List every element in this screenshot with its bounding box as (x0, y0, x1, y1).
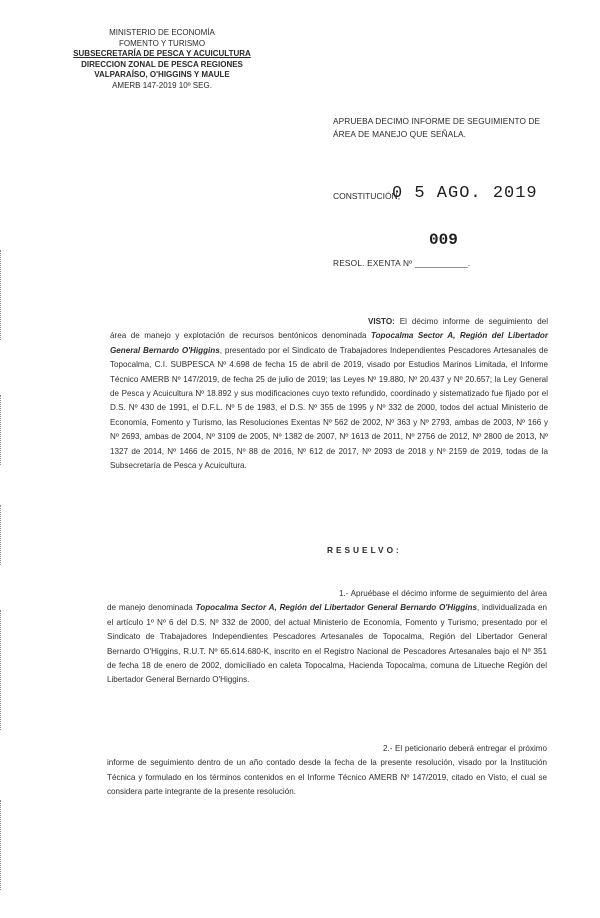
article-1-text-b: , individualizada en el artículo 1º Nº 6 del D.S. Nº 332 de 2000, del actual Ministerio de Economía, Fomento y Turismo, presentado por el Sindicato de Trabajadores Independientes Pescadores Artesanales de Topocalma, Región del Libertador General Bernardo O'Higgins, R.U.T. Nº 65.614.680-K, inscrito en el Registro Nacional de Pescadores Artesanales bajo el Nº 351 de fecha 18 de enero de 2002, domiciliado en caleta Topocalma, Hacienda Topocalma, comuna de Litueche Región del Libertador General Bernardo O'Higgins. (107, 603, 547, 685)
scan-margin-mark (0, 505, 6, 565)
date-stamp: 0 5 AGO. 2019 (392, 184, 538, 203)
article-1-area-name: Topocalma Sector A, Región del Libertador General Bernardo O'Higgins (195, 603, 477, 613)
institution-header (62, 28, 262, 91)
visto-text-a: El décimo informe de seguimiento del área de manejo y explotación de recursos bentónicos denominada (110, 317, 548, 341)
visto-area-name: Topocalma Sector A, Región del Libertador General Bernardo O'Higgins (110, 331, 549, 355)
scan-margin-mark (0, 395, 6, 465)
visto-label: VISTO: (368, 317, 395, 326)
resolution-number: 009 (429, 231, 458, 249)
document-place: CONSTITUCIÓN, (333, 191, 401, 201)
header-reference: AMERB 147-2019 10º SEG. (112, 80, 212, 90)
article-1-text-a: 1.- Apruébase el décimo informe de seguimiento del área de manejo denominada (107, 589, 547, 613)
article-2-text: 2.- El peticionario deberá entregar el próximo informe de seguimiento dentro de un año contado desde la fecha de la presente resolución, visado por la Institución Técnica y formulado en los términos contenidos en el Informe Técnico AMERB Nº 147/2019, citado en Visto, el cual se considera parte integrante de la presente resolución. (107, 744, 547, 797)
document-subject: APRUEBA DECIMO INFORME DE SEGUIMIENTO DE ÁREA DE MANEJO QUE SEÑALA. (333, 116, 541, 139)
visto-text-b: , presentado por el Sindicato de Trabajadores Independientes Pescadores Artesanales de Topocalma, C.I. SUBPESCA Nº 4.698 de fecha 15 de abril de 2019, visado por Estudios Marinos Limitada, el Informe Técnico AMERB Nº 147/2019, de fecha 25 de julio de 2019; las Leyes Nº 19.880, Nº 20.437 y Nº 20.657; la Ley General de Pesca y Acuicultura Nº 18.892 y sus modificaciones cuyo texto refundido, coordinado y sistematizado fue fijado por el D.S. Nº 430 de 1991, el D.F.L. Nº 5 de 1983, el D.S. Nº 355 de 1995 y Nº 332 de 2000, todos del actual Ministerio de Economía, Fomento y Turismo, las Resoluciones Exentas Nº 562 de 2002, Nº 363 y Nº 2793, ambas de 2003, Nº 166 y Nº 2693, ambas de 2004, Nº 3109 de 2005, Nº 1382 de 2007, Nº 1613 de 2011, Nº 2756 de 2012, Nº 2800 de 2013, Nº 1327 de 2014, Nº 1466 de 2015, Nº 88 de 2016, Nº 612 de 2017, Nº 2093 de 2018 y Nº 2159 de 2019, todas de la Subsecretaría de Pesca y Acuicultura. (110, 345, 548, 471)
visto-paragraph (110, 315, 548, 473)
resuelvo-heading: RESUELVO: (327, 545, 402, 555)
scan-margin-mark (0, 610, 6, 730)
resolution-label: RESOL. EXENTA Nº ___________. (333, 258, 471, 268)
article-1 (107, 587, 547, 688)
header-subsecretariat: SUBSECRETARÍA DE PESCA Y ACUICULTURA (73, 49, 251, 58)
scan-margin-mark (0, 800, 6, 890)
header-direction: DIRECCION ZONAL DE PESCA REGIONES (81, 59, 243, 69)
header-ministry-sub: FOMENTO Y TURISMO (118, 38, 206, 48)
header-regions: VALPARAÍSO, O'HIGGINS Y MAULE (94, 70, 230, 79)
header-ministry: MINISTERIO DE ECONOMÍA (109, 28, 215, 37)
article-2 (107, 742, 547, 800)
scan-margin-mark (0, 250, 6, 340)
